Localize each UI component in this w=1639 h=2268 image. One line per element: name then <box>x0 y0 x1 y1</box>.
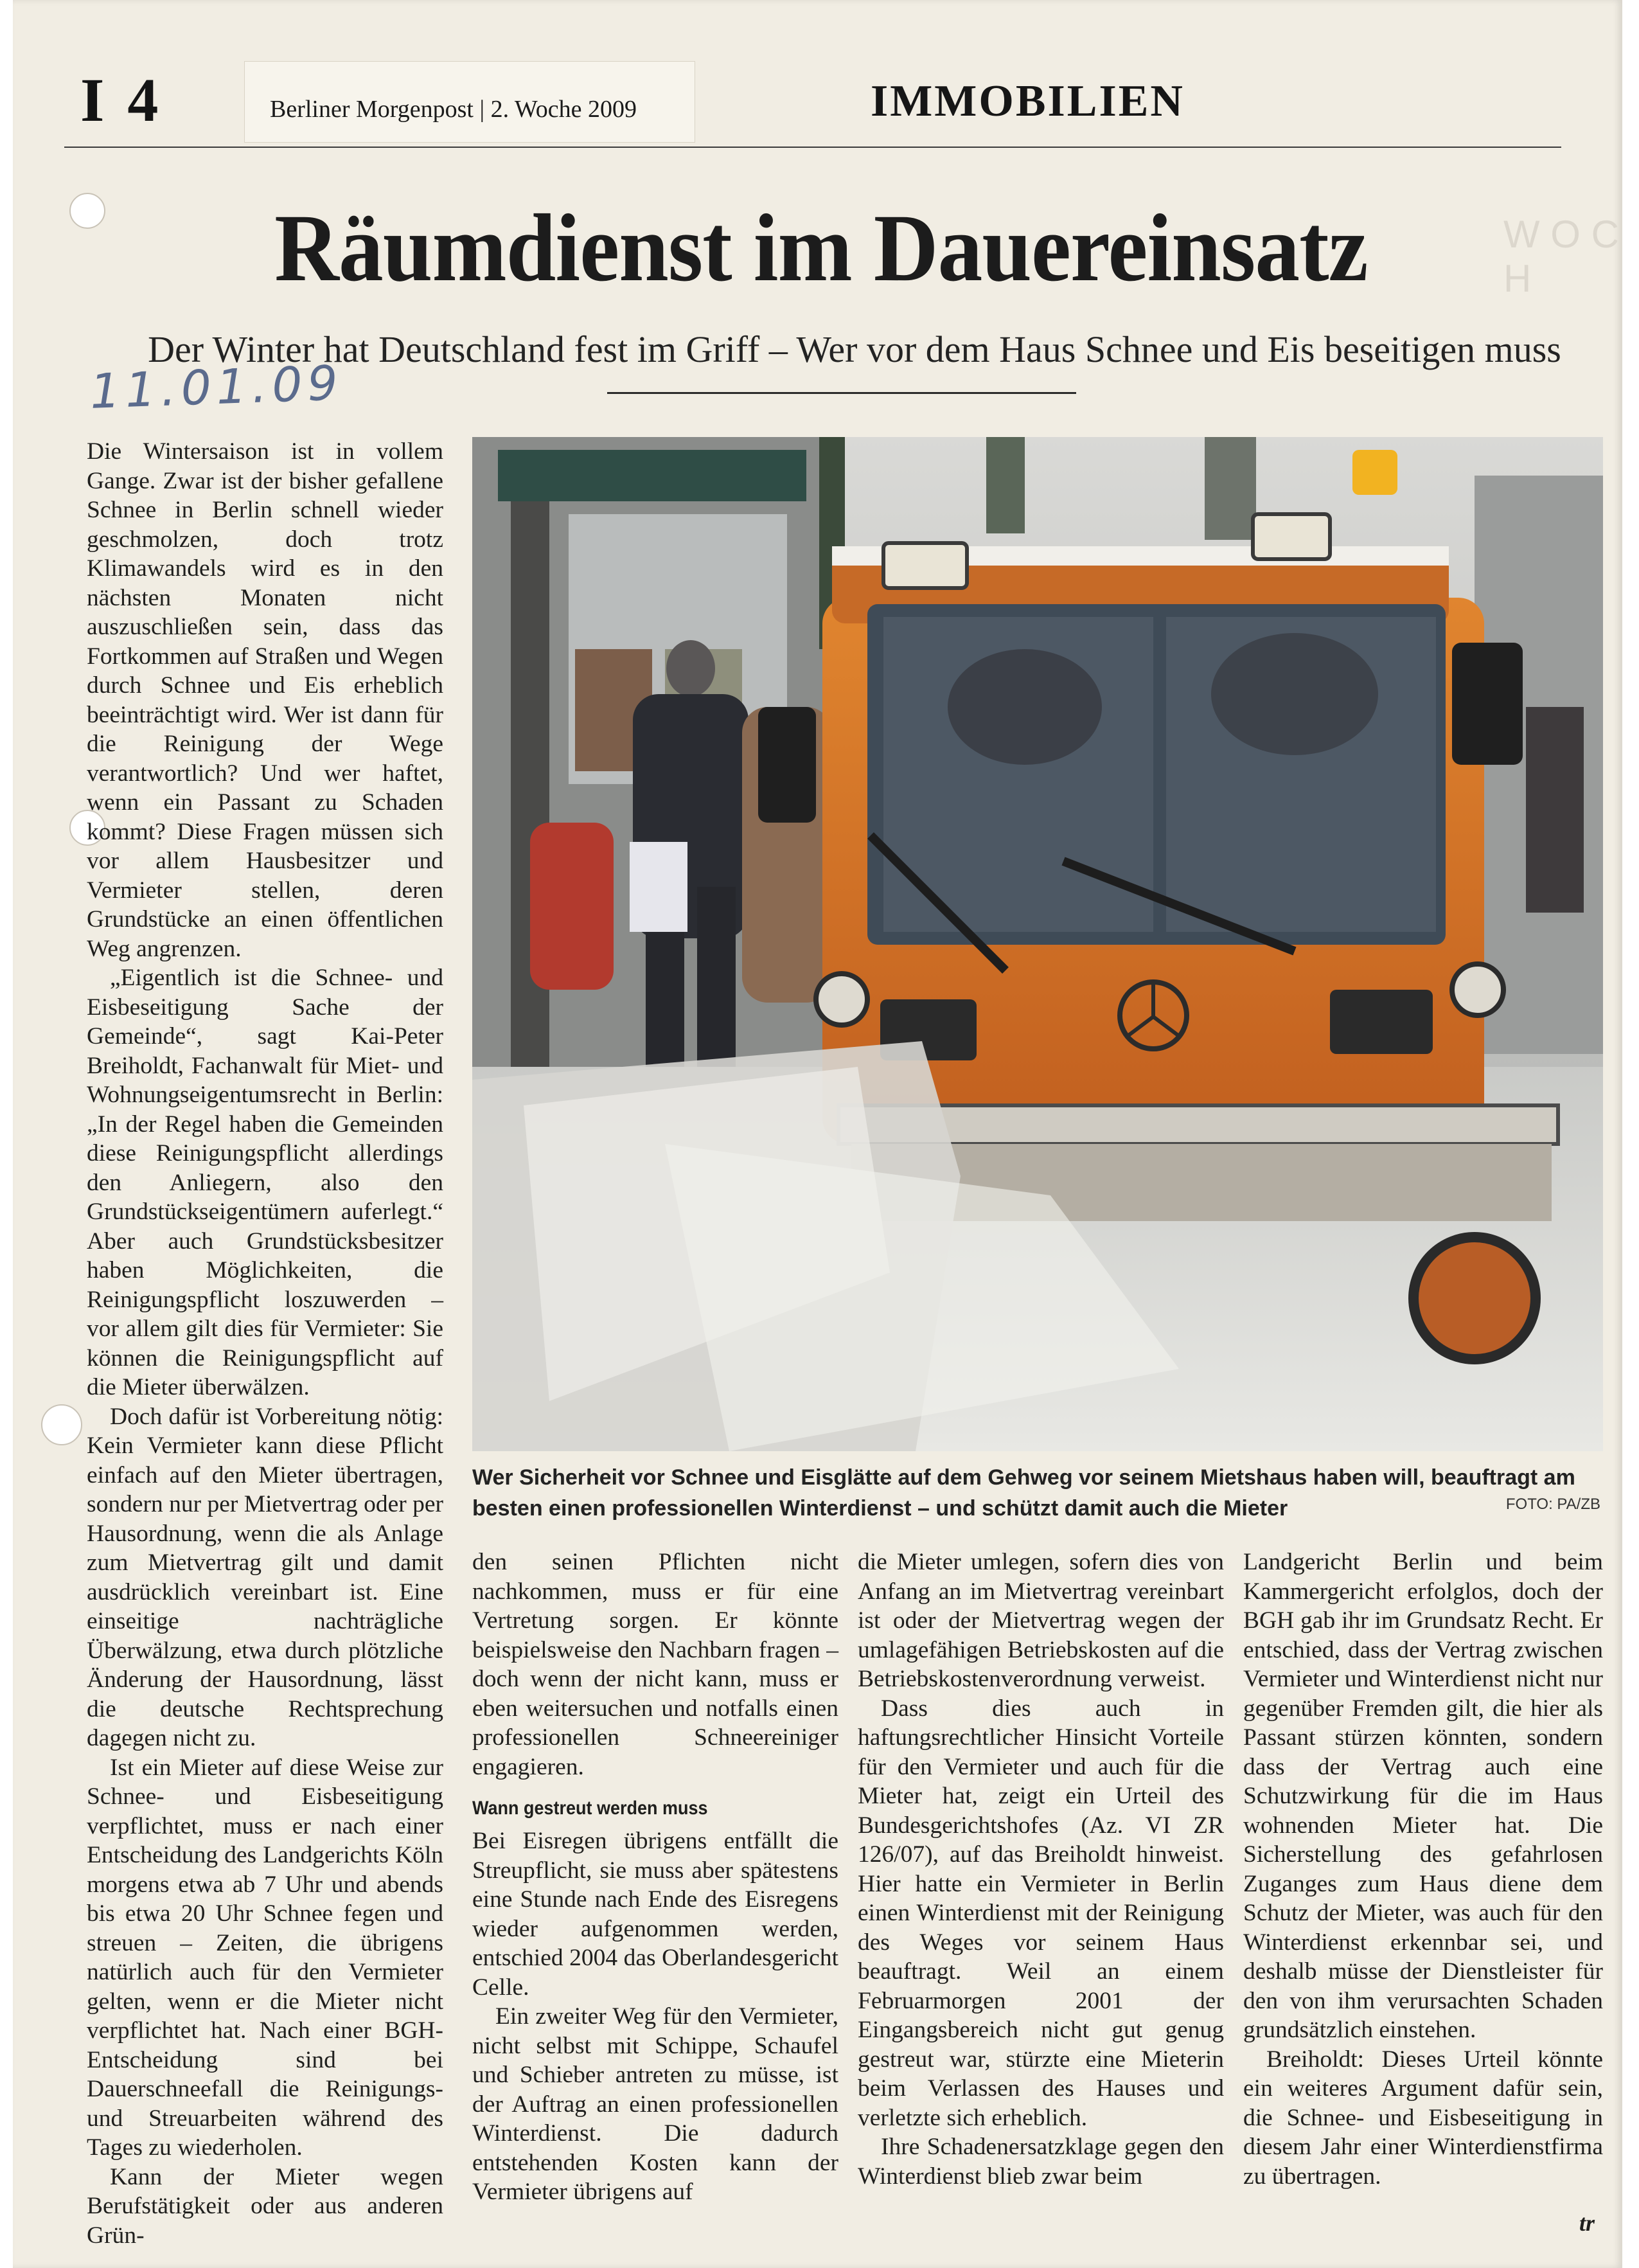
paragraph: Ihre Schadenersatzklage gegen den Winterdienst blieb zwar beim <box>858 2134 1224 2190</box>
article-column-1 <box>87 437 443 2250</box>
article-subheadline: Der Winter hat Deutschland fest im Griff – Wer vor dem Haus Schnee und Eis beseitigen muss <box>148 328 1561 370</box>
article-column-2 <box>472 1548 838 2207</box>
article-column-3 <box>858 1548 1224 2191</box>
article-column-4 <box>1243 1548 1603 2191</box>
subheading: Wann gestreut werden muss <box>472 1798 708 1819</box>
paragraph: Kann der Mieter wegen Berufstätigkeit oder aus anderen Grün- <box>87 2163 443 2249</box>
article-photo <box>472 437 1603 1451</box>
bleed-through-text: W O C H <box>1503 213 1619 300</box>
snow-plow-photo <box>472 437 1603 1451</box>
paragraph: Ist ein Mieter auf diese Weise zur Schnee- und Eisbeseitigung verpflichtet, muss er nach einer Entscheidung des Landgerichts Köln morgens etwa ab 7 Uhr und abends bis etwa 20 Uhr Schnee fegen und streuen – Zeiten, die übrigens natürlich auch für den Vermieter gelten, wenn er die Mieter nicht verpflichtet hat. Nach einer BGH-Entscheidung sind bei Dauerschneefall die Reinigungs- und Streuarbeiten während des Tages zu wiederholen. <box>87 1754 443 2161</box>
paragraph: Landgericht Berlin und beim Kammergericht erfolglos, doch der BGH gab ihr im Grundsatz Recht. Er entschied, dass der Vertrag zwischen Vermieter und Winterdienst nicht nur gegenüber Fremden gilt, die hier als Passant stürzen könnten, sondern dass der Vertrag auch eine Schutzwirkung für die im Haus wohnenden Mieter hat. Die Sicherstellung des gefahrlosen Zuganges zum Haus diene dem Schutz der Mieter, was auch für den Winterdienst erkennbar sei, und deshalb müsse der Dienstleister für den von ihm verursachten Schaden grundsätzlich einstehen. <box>1243 1549 1603 2043</box>
handwritten-date: 11.01.09 <box>89 355 344 420</box>
paragraph: „Eigentlich ist die Schnee- und Eisbeseitigung Sache der Gemeinde“, sagt Kai-Peter Breiholdt, Fachanwalt für Miet- und Wohnungseigentumsrecht in Berlin: „In der Regel haben die Gemeinden diese Reinigungspflicht allerdings den Anliegern, also den Grundstückseigentümern auferlegt.“ Aber auch Grundstücksbesitzer haben Möglichkeiten, die Reinigungspflicht loszuwerden – vor allem gilt dies für Vermieter: Sie können die Reinigungspflicht auf die Mieter überwälzen. <box>87 965 443 1400</box>
paragraph: Doch dafür ist Vorbereitung nötig: Kein Vermieter kann diese Pflicht einfach auf den Mieter übertragen, sondern nur per Mietvertrag oder per Hausordnung, wenn die als Anlage zum Mietvertrag gilt und damit ausdrücklich vereinbart ist. Eine einseitige nachträgliche Überwälzung, etwa durch plötzliche Änderung der Hausordnung, lässt die deutsche Rechtsprechung dagegen nicht zu. <box>87 1403 443 1751</box>
section-rubric: IMMOBILIEN <box>871 76 1185 126</box>
paragraph: Die Wintersaison ist in vollem Gange. Zwar ist der bisher gefallene Schnee in Berlin schnell wieder geschmolzen, doch trotz Klimawandels wird es in den nächsten Monaten nicht auszuschließen sein, dass das Fortkommen auf Straßen und Wegen durch Schnee und Eis erheblich beeinträchtigt wird. Wer ist dann für die Reinigung der Wege verantwortlich? Und wer haftet, wenn ein Passant zu Schaden kommt? Diese Fragen müssen sich vor allem Hausbesitzer und Vermieter stellen, deren Grundstücke an einen öffentlichen Weg angrenzen. <box>87 438 443 962</box>
punch-hole <box>41 1404 82 1445</box>
newspaper-source: Berliner Morgenpost | 2. Woche 2009 <box>270 96 637 123</box>
paragraph: Ein zweiter Weg für den Vermieter, nicht selbst mit Schippe, Schaufel und Schieber antreten zu müsse, ist der Auftrag an einen professionellen Winterdienst. Die dadurch entstehenden Kosten kann der Vermieter übrigens auf <box>472 2003 838 2205</box>
photo-credit: FOTO: PA/ZB <box>1505 1496 1600 1513</box>
paragraph: die Mieter umlegen, sofern dies von Anfang an im Mietvertrag vereinbart ist oder der Mietvertrag wegen der umlagefähigen Betriebskosten auf die Betriebskostenverordnung verweist. <box>858 1549 1224 1692</box>
article-headline: Räumdienst im Dauereinsatz <box>274 195 1368 301</box>
paragraph: Breiholdt: Dieses Urteil könnte ein weiteres Argument dafür sein, die Schnee- und Eisbeseitigung in diesem Jahr einer Winterdienstfirma zu übertragen. <box>1243 2046 1603 2190</box>
subheadline-rule <box>607 392 1076 394</box>
author-signature: tr <box>1579 2210 1595 2236</box>
paragraph: Bei Eisregen übrigens entfällt die Streupflicht, sie muss aber spätestens eine Stunde nach Ende des Eisregens wieder aufgenommen werden, entschied 2004 das Oberlandesgericht Celle. <box>472 1828 838 2001</box>
photo-caption: Wer Sicherheit vor Schnee und Eisglätte auf dem Gehweg vor seinem Mietshaus haben will, beauftragt am besten einen professionellen Winterdienst – und schützt damit auch die Mieter <box>472 1465 1575 1521</box>
page-number: I 4 <box>80 66 163 134</box>
paragraph: den seinen Pflichten nicht nachkommen, muss er für eine Vertretung sorgen. Er könnte beispielsweise den Nachbarn fragen – doch wenn der nicht kann, muss er eben weitersuchen und notfalls einen professionellen Schneereiniger engagieren. <box>472 1549 838 1780</box>
paragraph: Dass dies auch in haftungsrechtlicher Hinsicht Vorteile für den Vermieter und auch für die Mieter hat, zeigt ein Urteil des Bundesgerichtshofes (Az. VI ZR 126/07), auf das Breiholdt hinweist. Hier hatte ein Vermieter in Berlin einen Winterdienst mit der Reinigung des Weges vor seinem Haus beauftragt. Weil an einem Februarmorgen 2001 der Eingangsbereich nicht gut genug gestreut war, stürzte eine Mieterin beim Verlassen des Hauses und verletzte sich erheblich. <box>858 1695 1224 2131</box>
header-rule <box>64 147 1561 148</box>
